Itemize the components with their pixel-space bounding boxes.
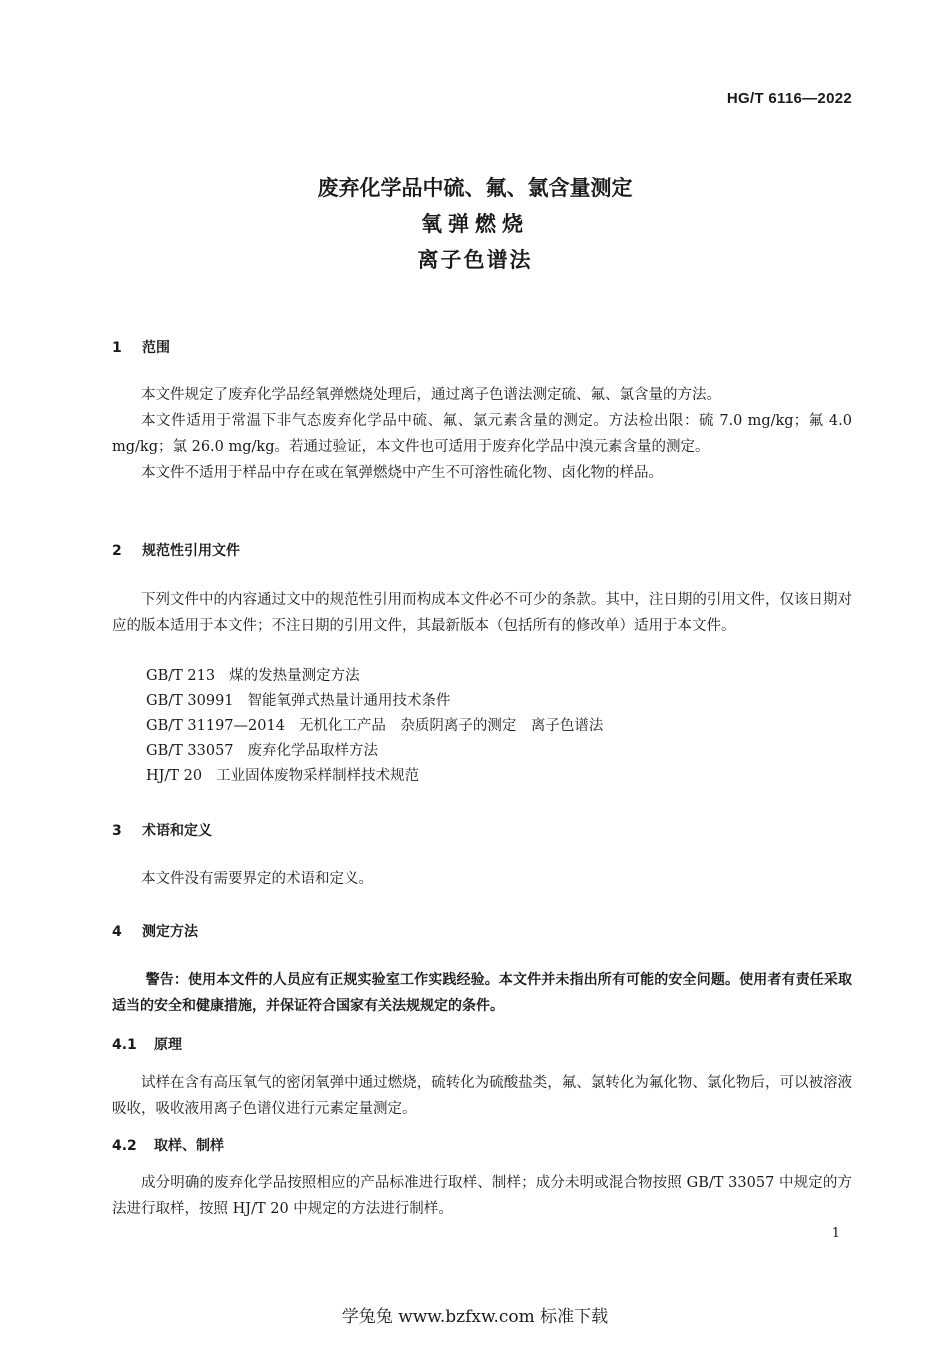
reference-code: GB/T 33057 (146, 743, 234, 759)
reference-item (146, 664, 603, 689)
reference-item (146, 714, 603, 739)
page-number: 1 (831, 1226, 840, 1241)
title-line-2: 氧弹燃烧 (421, 212, 529, 236)
footer-watermark: 学兔兔 www.bzfxw.com 标准下载 (341, 1307, 609, 1327)
section-number: 4 (112, 924, 122, 940)
subsection-4-2-heading (112, 1135, 224, 1155)
subsection-title: 取样、制样 (154, 1138, 224, 1154)
reference-title: 智能氧弹式热量计通用技术条件 (247, 693, 451, 709)
paragraph: 本文件没有需要界定的术语和定义。 (141, 871, 373, 887)
reference-code: HJ/T 20 (146, 768, 203, 784)
reference-item (146, 739, 603, 764)
paragraph: 成分明确的废弃化学品按照相应的产品标准进行取样、制样；成分未明或混合物按照 GB/T 33057 中规定的方法进行取样，按照 HJ/T 20 中规定的方法进行制样。 (112, 1175, 852, 1217)
section-2-heading (112, 540, 240, 560)
subsection-4-2-body (112, 1170, 852, 1222)
section-4-heading (112, 921, 198, 941)
paragraph: 本文件适用于常温下非气态废弃化学品中硫、氟、氯元素含量的测定。方法检出限：硫 7.0 mg/kg；氟 4.0 mg/kg；氯 26.0 mg/kg。若通过验证，本文件也可适用于废弃化学品中溴元素含量的测定。 (112, 413, 852, 455)
paragraph: 试样在含有高压氧气的密闭氧弹中通过燃烧，硫转化为硫酸盐类，氟、氯转化为氟化物、氯化物后，可以被溶液吸收，吸收液用离子色谱仪进行元素定量测定。 (112, 1075, 852, 1117)
reference-item (146, 689, 603, 714)
reference-title: 无机化工产品 杂质阴离子的测定 离子色谱法 (298, 718, 604, 734)
section-3-body (112, 866, 852, 892)
subsection-4-1-body (112, 1070, 852, 1122)
reference-item (146, 764, 603, 789)
reference-list (146, 664, 603, 789)
section-title: 测定方法 (142, 924, 198, 940)
reference-title: 煤的发热量测定方法 (229, 668, 360, 684)
paragraph: 下列文件中的内容通过文中的规范性引用而构成本文件必不可少的条款。其中，注日期的引用文件，仅该日期对应的版本适用于本文件；不注日期的引用文件，其最新版本（包括所有的修改单）适用于本文件。 (112, 592, 852, 634)
section-number: 1 (112, 340, 122, 356)
subsection-number: 4.1 (112, 1037, 137, 1053)
section-title: 范围 (142, 340, 170, 356)
paragraph: 本文件不适用于样品中存在或在氧弹燃烧中产生不可溶性硫化物、卤化物的样品。 (141, 465, 663, 481)
reference-title: 废弃化学品取样方法 (247, 743, 379, 759)
subsection-number: 4.2 (112, 1138, 137, 1154)
section-number: 2 (112, 543, 122, 559)
reference-code: GB/T 30991 (146, 693, 234, 709)
reference-code: GB/T 213 (146, 668, 216, 684)
reference-code: GB/T 31197—2014 (146, 718, 285, 734)
subsection-4-1-heading (112, 1034, 182, 1054)
section-2-intro (112, 587, 852, 639)
title-line-1: 废弃化学品中硫、氟、氯含量测定 (317, 176, 633, 200)
section-title: 术语和定义 (142, 823, 212, 839)
title-line-3: 离子色谱法 (417, 248, 533, 272)
reference-title: 工业固体废物采样制样技术规范 (216, 768, 420, 784)
section-title: 规范性引用文件 (142, 543, 240, 559)
section-1-body (112, 382, 852, 486)
standard-code: HG/T 6116—2022 (726, 90, 852, 107)
section-number: 3 (112, 823, 122, 839)
safety-warning: 警告：使用本文件的人员应有正规实验室工作实践经验。本文件并未指出所有可能的安全问题。使用者有责任采取适当的安全和健康措施，并保证符合国家有关法规规定的条件。 (112, 972, 852, 1014)
section-3-heading (112, 820, 212, 840)
subsection-title: 原理 (154, 1037, 182, 1053)
section-1-heading (112, 337, 170, 357)
paragraph: 本文件规定了废弃化学品经氧弹燃烧处理后，通过离子色谱法测定硫、氟、氯含量的方法。 (141, 387, 721, 403)
